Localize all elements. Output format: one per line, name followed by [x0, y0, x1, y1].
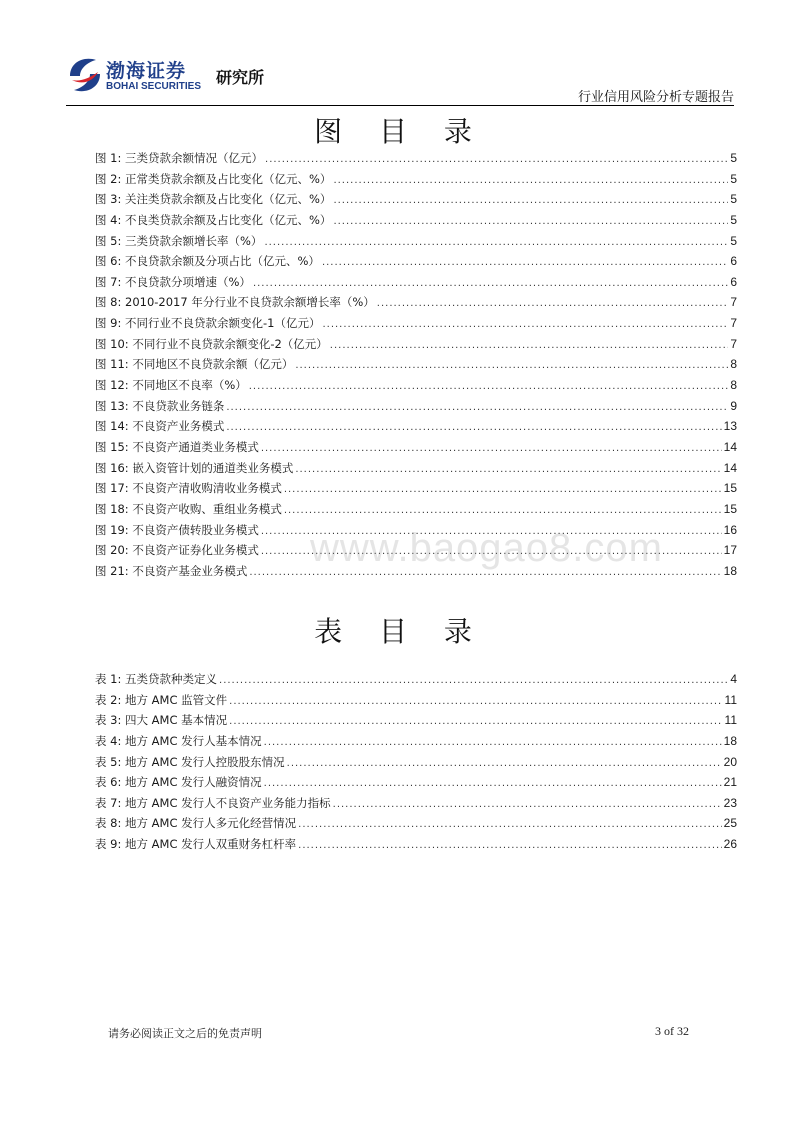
toc-entry[interactable]: [95, 251, 737, 272]
toc-entry-page: 21: [723, 775, 737, 790]
toc-entry[interactable]: [95, 772, 737, 793]
toc-dot-leader: [287, 754, 722, 775]
toc-entry-page: 14: [723, 439, 737, 454]
toc-entry-label: 表 5: 地方 AMC 发行人控股股东情况: [95, 754, 285, 769]
toc-dot-leader: [377, 294, 729, 315]
toc-entry[interactable]: [95, 354, 737, 375]
toc-entry[interactable]: [95, 313, 737, 334]
toc-entry[interactable]: [95, 292, 737, 313]
toc-entry[interactable]: [95, 710, 737, 731]
toc-entry-label: 图 3: 关注类贷款余额及占比变化（亿元、%）: [95, 192, 332, 207]
toc-entry-label: 图 16: 嵌入资管计划的通道类业务模式: [95, 460, 294, 475]
toc-dot-leader: [264, 774, 722, 795]
toc-entry-page: 8: [730, 357, 737, 372]
toc-dot-leader: [330, 336, 729, 357]
watermark: www.baogao8.com: [310, 526, 663, 570]
logo-english-name: BOHAI SECURITIES: [106, 81, 202, 92]
toc-dot-leader: [322, 253, 728, 274]
toc-entry-label: 图 18: 不良资产收购、重组业务模式: [95, 501, 282, 516]
toc-entry-page: 9: [730, 398, 737, 413]
toc-entry-label: 图 8: 2010-2017 年分行业不良贷款余额增长率（%）: [95, 295, 375, 310]
toc-entry-page: 4: [730, 672, 737, 686]
toc-entry-label: 图 1: 三类贷款余额情况（亿元）: [95, 151, 264, 165]
toc-entry-page: 26: [723, 837, 737, 852]
logo-chinese-name: 渤海证券: [106, 60, 187, 82]
toc-entry-label: 图 14: 不良资产业务模式: [95, 419, 225, 434]
toc-entry[interactable]: [95, 334, 737, 355]
toc-dot-leader: [333, 191, 728, 212]
toc-dot-leader: [253, 274, 728, 295]
table-toc-list: [95, 669, 737, 855]
toc-dot-leader: [261, 439, 722, 460]
toc-entry-page: 6: [730, 274, 737, 289]
toc-entry[interactable]: [95, 834, 737, 855]
toc-entry[interactable]: [95, 210, 737, 231]
toc-dot-leader: [333, 212, 728, 233]
toc-entry-label: 图 20: 不良资产证券化业务模式: [95, 543, 259, 558]
toc-dot-leader: [295, 460, 721, 481]
toc-entry[interactable]: [95, 793, 737, 814]
toc-entry-label: 图 21: 不良资产基金业务模式: [95, 563, 248, 578]
toc-entry[interactable]: [95, 669, 737, 690]
toc-entry-label: 图 10: 不同行业不良贷款余额变化-2（亿元）: [95, 336, 328, 351]
header-divider: [66, 105, 734, 106]
toc-entry[interactable]: [95, 189, 737, 210]
toc-entry-page: 20: [723, 754, 737, 769]
toc-entry-page: 6: [730, 254, 737, 269]
toc-entry-label: 表 6: 地方 AMC 发行人融资情况: [95, 775, 262, 790]
toc-entry[interactable]: [95, 499, 737, 520]
toc-entry[interactable]: [95, 813, 737, 834]
toc-entry-page: 18: [723, 563, 737, 578]
disclaimer-note: 请务必阅读正文之后的免责声明: [108, 1027, 262, 1040]
toc-entry[interactable]: [95, 169, 737, 190]
table-toc-title: 表 目 录: [314, 615, 486, 648]
toc-entry-page: 14: [723, 460, 737, 475]
page-header: [0, 0, 800, 108]
toc-dot-leader: [284, 501, 722, 522]
toc-dot-leader: [219, 671, 728, 692]
toc-entry-page: 5: [730, 171, 737, 186]
toc-entry-label: 表 1: 五类贷款种类定义: [95, 672, 218, 686]
toc-dot-leader: [264, 733, 722, 754]
toc-entry-page: 15: [723, 501, 737, 516]
toc-entry[interactable]: [95, 416, 737, 437]
toc-dot-leader: [322, 315, 728, 336]
toc-entry-page: 18: [723, 733, 737, 748]
toc-dot-leader: [229, 712, 722, 733]
toc-entry-label: 图 2: 正常类贷款余额及占比变化（亿元、%）: [95, 171, 332, 186]
toc-entry[interactable]: [95, 478, 737, 499]
toc-entry-page: 16: [723, 522, 737, 537]
toc-dot-leader: [295, 356, 728, 377]
toc-entry-page: 15: [723, 481, 737, 496]
toc-dot-leader: [298, 815, 722, 836]
toc-dot-leader: [265, 150, 728, 171]
toc-entry-page: 17: [723, 543, 737, 558]
figure-toc-title: 图 目 录: [314, 115, 486, 148]
toc-entry-label: 图 7: 不良贷款分项增速（%）: [95, 274, 251, 289]
toc-entry-page: 5: [730, 212, 737, 227]
toc-entry[interactable]: [95, 375, 737, 396]
toc-entry-page: 5: [730, 151, 737, 165]
figure-toc-list: [95, 148, 737, 581]
toc-entry-page: 5: [730, 192, 737, 207]
toc-entry[interactable]: [95, 690, 737, 711]
toc-entry-label: 表 3: 四大 AMC 基本情况: [95, 713, 228, 728]
toc-entry[interactable]: [95, 272, 737, 293]
toc-entry-label: 图 13: 不良贷款业务链条: [95, 398, 225, 413]
toc-entry-label: 表 9: 地方 AMC 发行人双重财务杠杆率: [95, 837, 297, 852]
company-logo: [66, 54, 286, 100]
toc-entry[interactable]: [95, 731, 737, 752]
toc-entry-page: 13: [723, 419, 737, 434]
toc-entry-label: 图 15: 不良资产通道类业务模式: [95, 439, 259, 454]
toc-entry-page: 7: [730, 316, 737, 331]
toc-entry-label: 表 8: 地方 AMC 发行人多元化经营情况: [95, 816, 297, 831]
toc-entry-label: 图 11: 不同地区不良贷款余额（亿元）: [95, 357, 294, 372]
toc-entry-label: 表 4: 地方 AMC 发行人基本情况: [95, 733, 262, 748]
toc-entry-page: 11: [724, 713, 737, 728]
toc-entry-page: 23: [723, 795, 737, 810]
toc-dot-leader: [333, 795, 722, 816]
toc-dot-leader: [226, 398, 728, 419]
toc-dot-leader: [284, 480, 722, 501]
toc-entry-page: 7: [730, 336, 737, 351]
toc-entry[interactable]: [95, 396, 737, 417]
toc-dot-leader: [229, 692, 722, 713]
toc-dot-leader: [264, 233, 728, 254]
toc-entry-page: 8: [730, 378, 737, 393]
toc-entry[interactable]: [95, 148, 737, 169]
toc-entry-label: 图 4: 不良类贷款余额及占比变化（亿元、%）: [95, 212, 332, 227]
toc-dot-leader: [249, 377, 729, 398]
toc-dot-leader: [298, 836, 722, 857]
toc-entry-page: 25: [723, 816, 737, 831]
toc-dot-leader: [226, 418, 721, 439]
toc-entry[interactable]: [95, 231, 737, 252]
toc-entry[interactable]: [95, 458, 737, 479]
toc-entry-label: 图 9: 不同行业不良贷款余额变化-1（亿元）: [95, 316, 321, 331]
toc-entry-label: 图 5: 三类贷款余额增长率（%）: [95, 233, 263, 248]
toc-entry-label: 表 7: 地方 AMC 发行人不良资产业务能力指标: [95, 795, 331, 810]
toc-entry[interactable]: [95, 437, 737, 458]
toc-entry-label: 表 2: 地方 AMC 监管文件: [95, 692, 228, 707]
toc-entry-label: 图 12: 不同地区不良率（%）: [95, 378, 247, 393]
toc-entry-label: 图 6: 不良贷款余额及分项占比（亿元、%）: [95, 254, 320, 269]
toc-entry[interactable]: [95, 752, 737, 773]
report-type-label: 行业信用风险分析专题报告: [577, 90, 734, 105]
page-number: 3 of 32: [655, 1024, 689, 1038]
toc-entry-page: 11: [724, 692, 737, 707]
toc-dot-leader: [333, 171, 728, 192]
toc-entry-label: 图 19: 不良资产债转股业务模式: [95, 522, 259, 537]
toc-entry-page: 5: [730, 233, 737, 248]
institute-label: 研究所: [216, 68, 265, 87]
toc-entry-page: 7: [730, 295, 737, 310]
toc-entry-label: 图 17: 不良资产清收购清收业务模式: [95, 481, 282, 496]
bohai-logo-icon: [66, 54, 104, 96]
